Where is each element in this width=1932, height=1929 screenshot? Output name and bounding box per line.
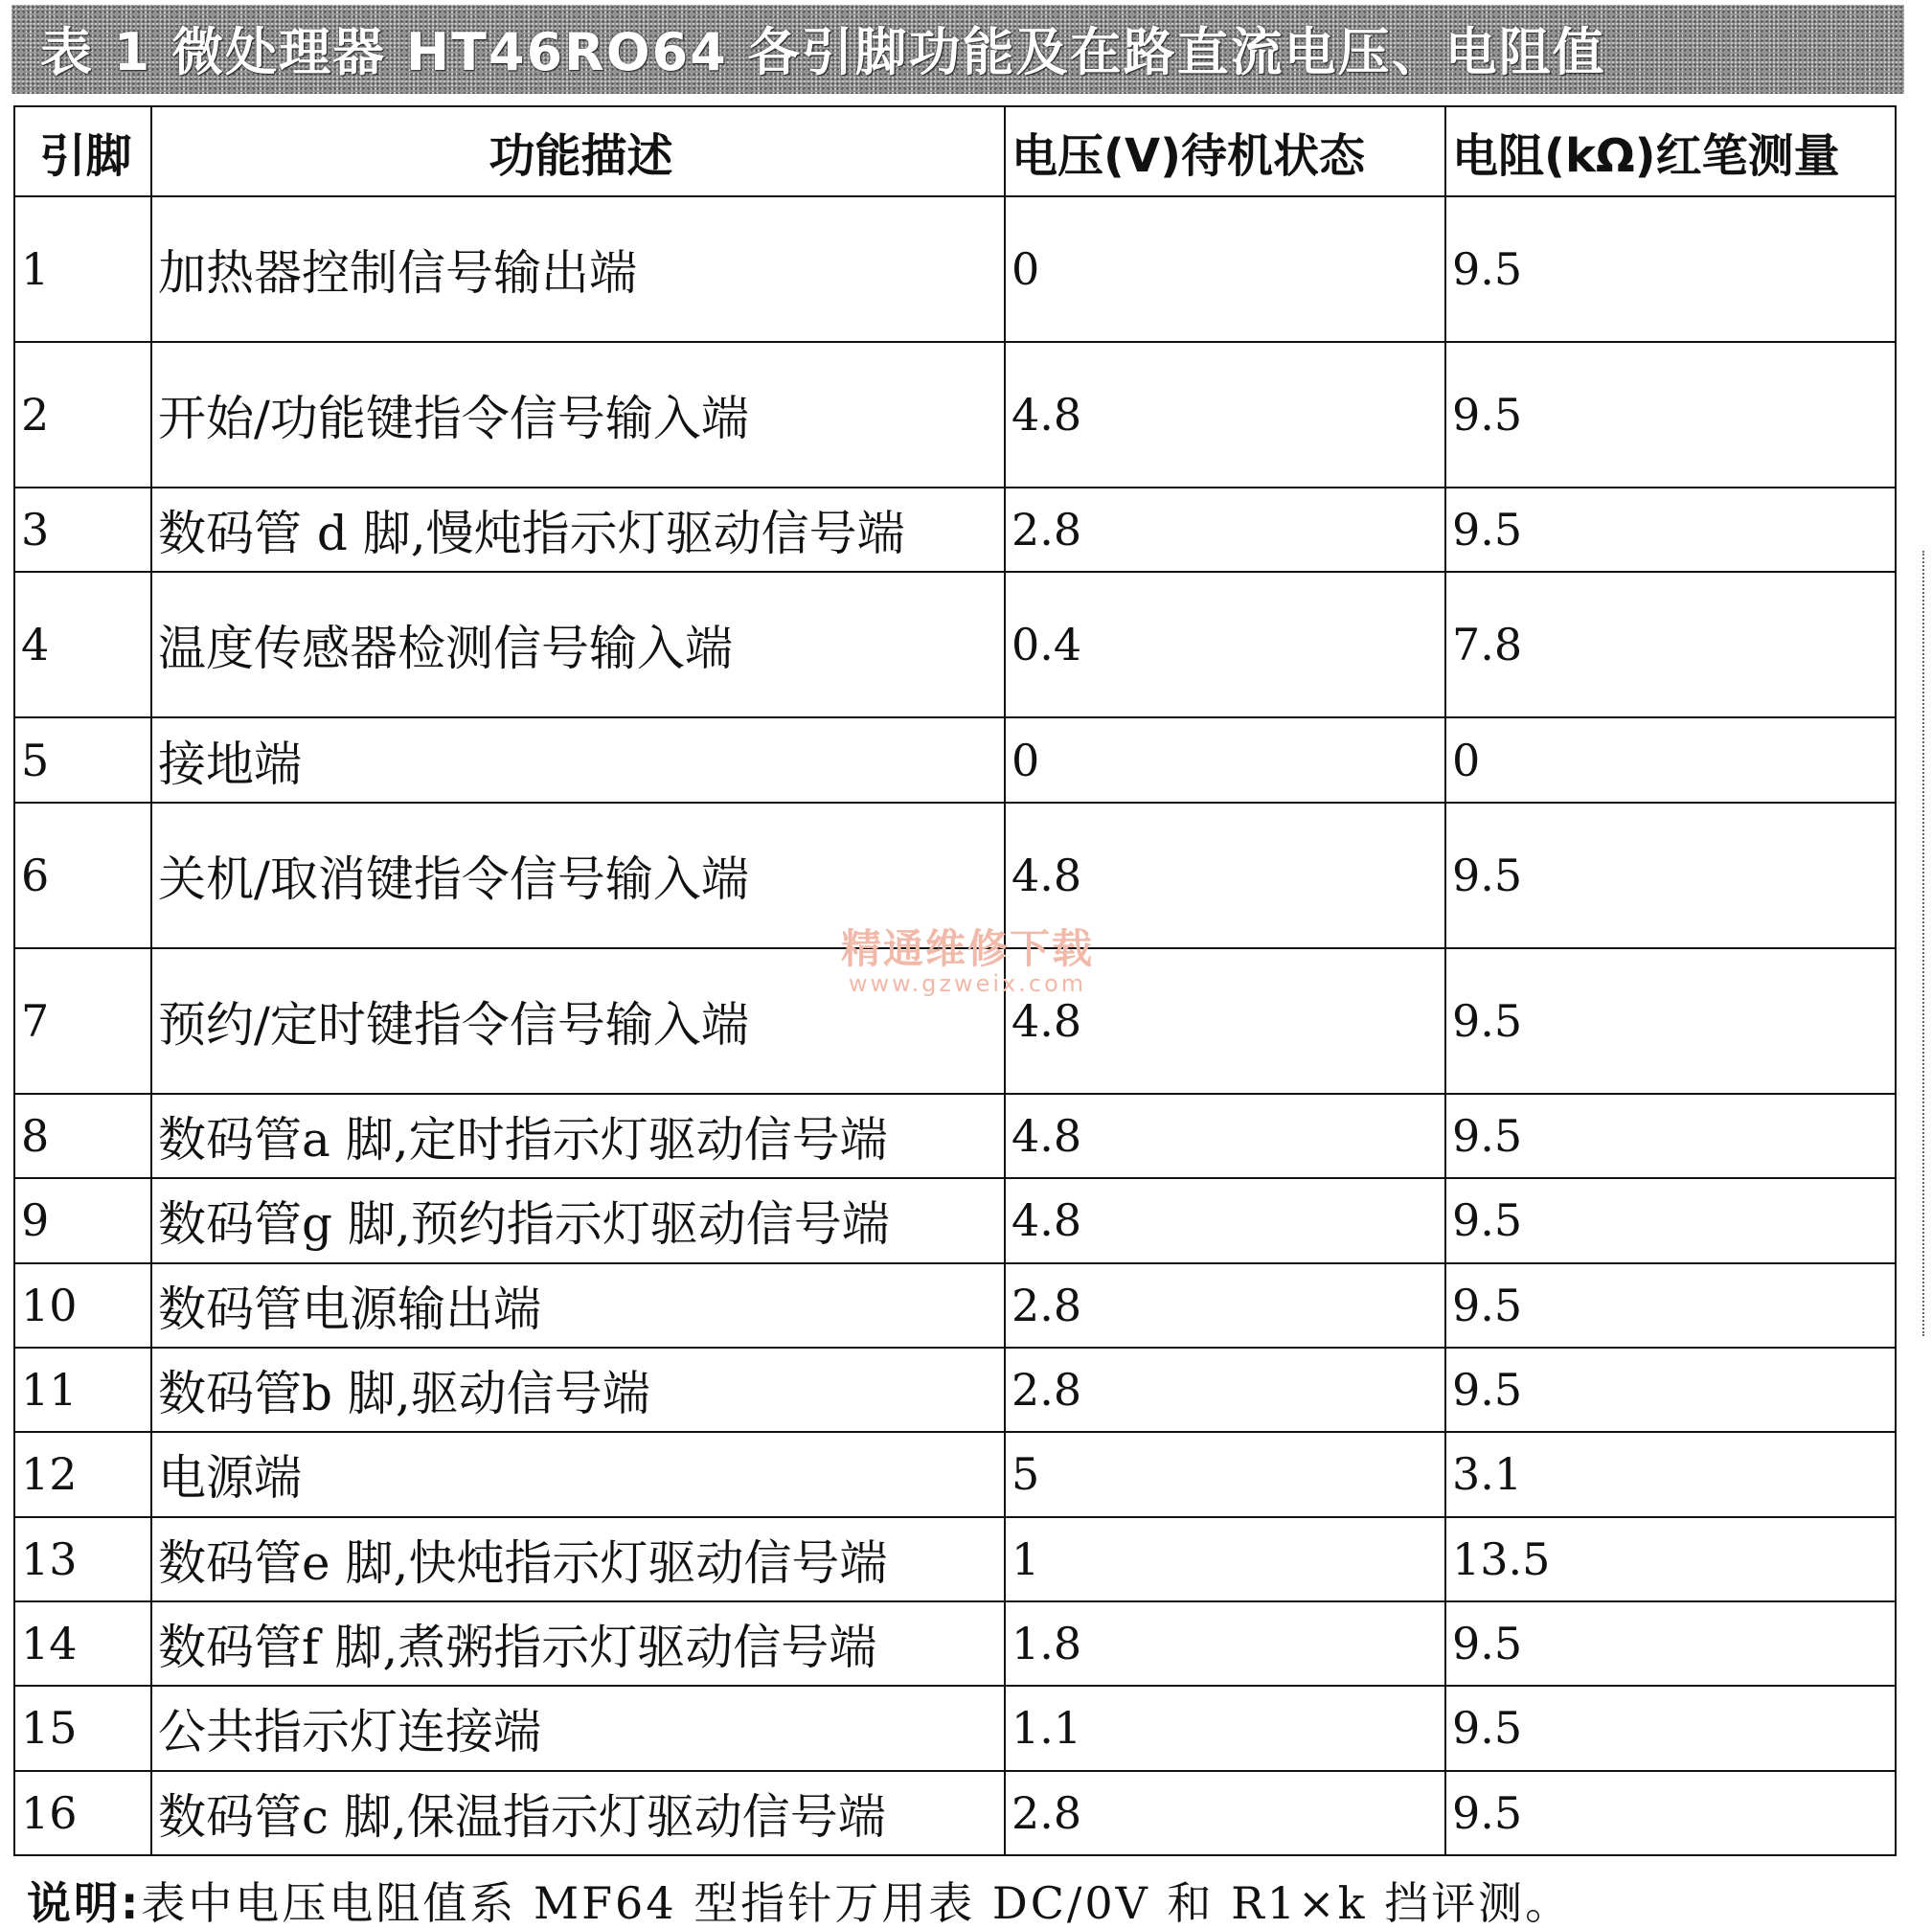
table-row <box>14 803 1896 948</box>
row-resistance: 9.5 <box>1445 1348 1896 1432</box>
row-pin: 4 <box>14 572 151 717</box>
table-row <box>14 717 1896 802</box>
row-function: 数码管c 脚,保温指示灯驱动信号端 <box>151 1771 1005 1855</box>
row-function: 数码管a 脚,定时指示灯驱动信号端 <box>151 1094 1005 1178</box>
row-function: 公共指示灯连接端 <box>151 1686 1005 1770</box>
row-resistance: 9.5 <box>1445 1686 1896 1770</box>
row-resistance: 9.5 <box>1445 803 1896 948</box>
row-pin: 3 <box>14 488 151 572</box>
table-row <box>14 572 1896 717</box>
table-row <box>14 948 1896 1094</box>
row-resistance: 9.5 <box>1445 488 1896 572</box>
pin-function-table <box>13 105 1897 1856</box>
footnote-label: 说明: <box>27 1877 142 1929</box>
row-resistance: 9.5 <box>1445 1178 1896 1262</box>
table-row <box>14 1094 1896 1178</box>
table-row <box>14 1178 1896 1262</box>
header-function: 功能描述 <box>151 106 1005 196</box>
table-row <box>14 196 1896 342</box>
table-row <box>14 1263 1896 1348</box>
row-function: 数码管f 脚,煮粥指示灯驱动信号端 <box>151 1601 1005 1686</box>
table-title: 表 1 微处理器 HT46RO64 各引脚功能及在路直流电压、电阻值 <box>40 22 1606 82</box>
footnote <box>27 1877 1572 1929</box>
row-resistance: 9.5 <box>1445 948 1896 1094</box>
table-row <box>14 488 1896 572</box>
row-function: 数码管电源输出端 <box>151 1263 1005 1348</box>
row-function: 预约/定时键指令信号输入端 <box>151 948 1005 1094</box>
footnote-text: 表中电压电阻值系 MF64 型指针万用表 DC/0V 和 R1×k 挡评测。 <box>141 1877 1573 1929</box>
row-pin: 16 <box>14 1771 151 1855</box>
row-function: 数码管 d 脚,慢炖指示灯驱动信号端 <box>151 488 1005 572</box>
row-voltage: 0 <box>1005 196 1445 342</box>
row-pin: 12 <box>14 1432 151 1516</box>
row-resistance: 9.5 <box>1445 1771 1896 1855</box>
row-pin: 9 <box>14 1178 151 1262</box>
row-function: 温度传感器检测信号输入端 <box>151 572 1005 717</box>
row-function: 开始/功能键指令信号输入端 <box>151 342 1005 488</box>
watermark-name: 精通维修下载 <box>840 925 1094 972</box>
row-voltage: 2.8 <box>1005 1348 1445 1432</box>
table-row <box>14 1432 1896 1516</box>
row-function: 接地端 <box>151 717 1005 802</box>
row-function: 数码管e 脚,快炖指示灯驱动信号端 <box>151 1517 1005 1601</box>
table-row <box>14 1348 1896 1432</box>
watermark-url: www.gzweix.com <box>848 970 1087 997</box>
row-pin: 10 <box>14 1263 151 1348</box>
table-title-bar <box>11 5 1904 94</box>
row-pin: 6 <box>14 803 151 948</box>
row-function: 关机/取消键指令信号输入端 <box>151 803 1005 948</box>
row-pin: 13 <box>14 1517 151 1601</box>
row-voltage: 2.8 <box>1005 1263 1445 1348</box>
row-resistance: 9.5 <box>1445 196 1896 342</box>
scan-edge-mark <box>1922 551 1926 1336</box>
table-row <box>14 342 1896 488</box>
row-pin: 11 <box>14 1348 151 1432</box>
row-resistance: 7.8 <box>1445 572 1896 717</box>
table-row <box>14 1517 1896 1601</box>
row-resistance: 9.5 <box>1445 342 1896 488</box>
header-voltage: 电压(V)待机状态 <box>1005 106 1445 196</box>
row-pin: 8 <box>14 1094 151 1178</box>
row-function: 数码管b 脚,驱动信号端 <box>151 1348 1005 1432</box>
row-voltage: 2.8 <box>1005 1771 1445 1855</box>
row-voltage: 4.8 <box>1005 948 1445 1094</box>
row-voltage: 4.8 <box>1005 803 1445 948</box>
row-function: 数码管g 脚,预约指示灯驱动信号端 <box>151 1178 1005 1262</box>
header-resistance: 电阻(kΩ)红笔测量 <box>1445 106 1896 196</box>
table-row <box>14 1771 1896 1855</box>
row-pin: 14 <box>14 1601 151 1686</box>
row-voltage: 0 <box>1005 717 1445 802</box>
row-resistance: 13.5 <box>1445 1517 1896 1601</box>
row-pin: 2 <box>14 342 151 488</box>
table-row <box>14 1686 1896 1770</box>
row-resistance: 0 <box>1445 717 1896 802</box>
row-pin: 15 <box>14 1686 151 1770</box>
row-voltage: 0.4 <box>1005 572 1445 717</box>
row-voltage: 1 <box>1005 1517 1445 1601</box>
header-pin: 引脚 <box>14 106 151 196</box>
row-resistance: 9.5 <box>1445 1601 1896 1686</box>
row-voltage: 4.8 <box>1005 1094 1445 1178</box>
row-function: 电源端 <box>151 1432 1005 1516</box>
row-voltage: 1.8 <box>1005 1601 1445 1686</box>
row-pin: 5 <box>14 717 151 802</box>
row-voltage: 5 <box>1005 1432 1445 1516</box>
row-pin: 7 <box>14 948 151 1094</box>
row-pin: 1 <box>14 196 151 342</box>
header-row <box>14 106 1896 196</box>
table-row <box>14 1601 1896 1686</box>
row-voltage: 2.8 <box>1005 488 1445 572</box>
row-voltage: 4.8 <box>1005 1178 1445 1262</box>
row-resistance: 9.5 <box>1445 1263 1896 1348</box>
row-resistance: 9.5 <box>1445 1094 1896 1178</box>
row-resistance: 3.1 <box>1445 1432 1896 1516</box>
row-function: 加热器控制信号输出端 <box>151 196 1005 342</box>
row-voltage: 4.8 <box>1005 342 1445 488</box>
row-voltage: 1.1 <box>1005 1686 1445 1770</box>
